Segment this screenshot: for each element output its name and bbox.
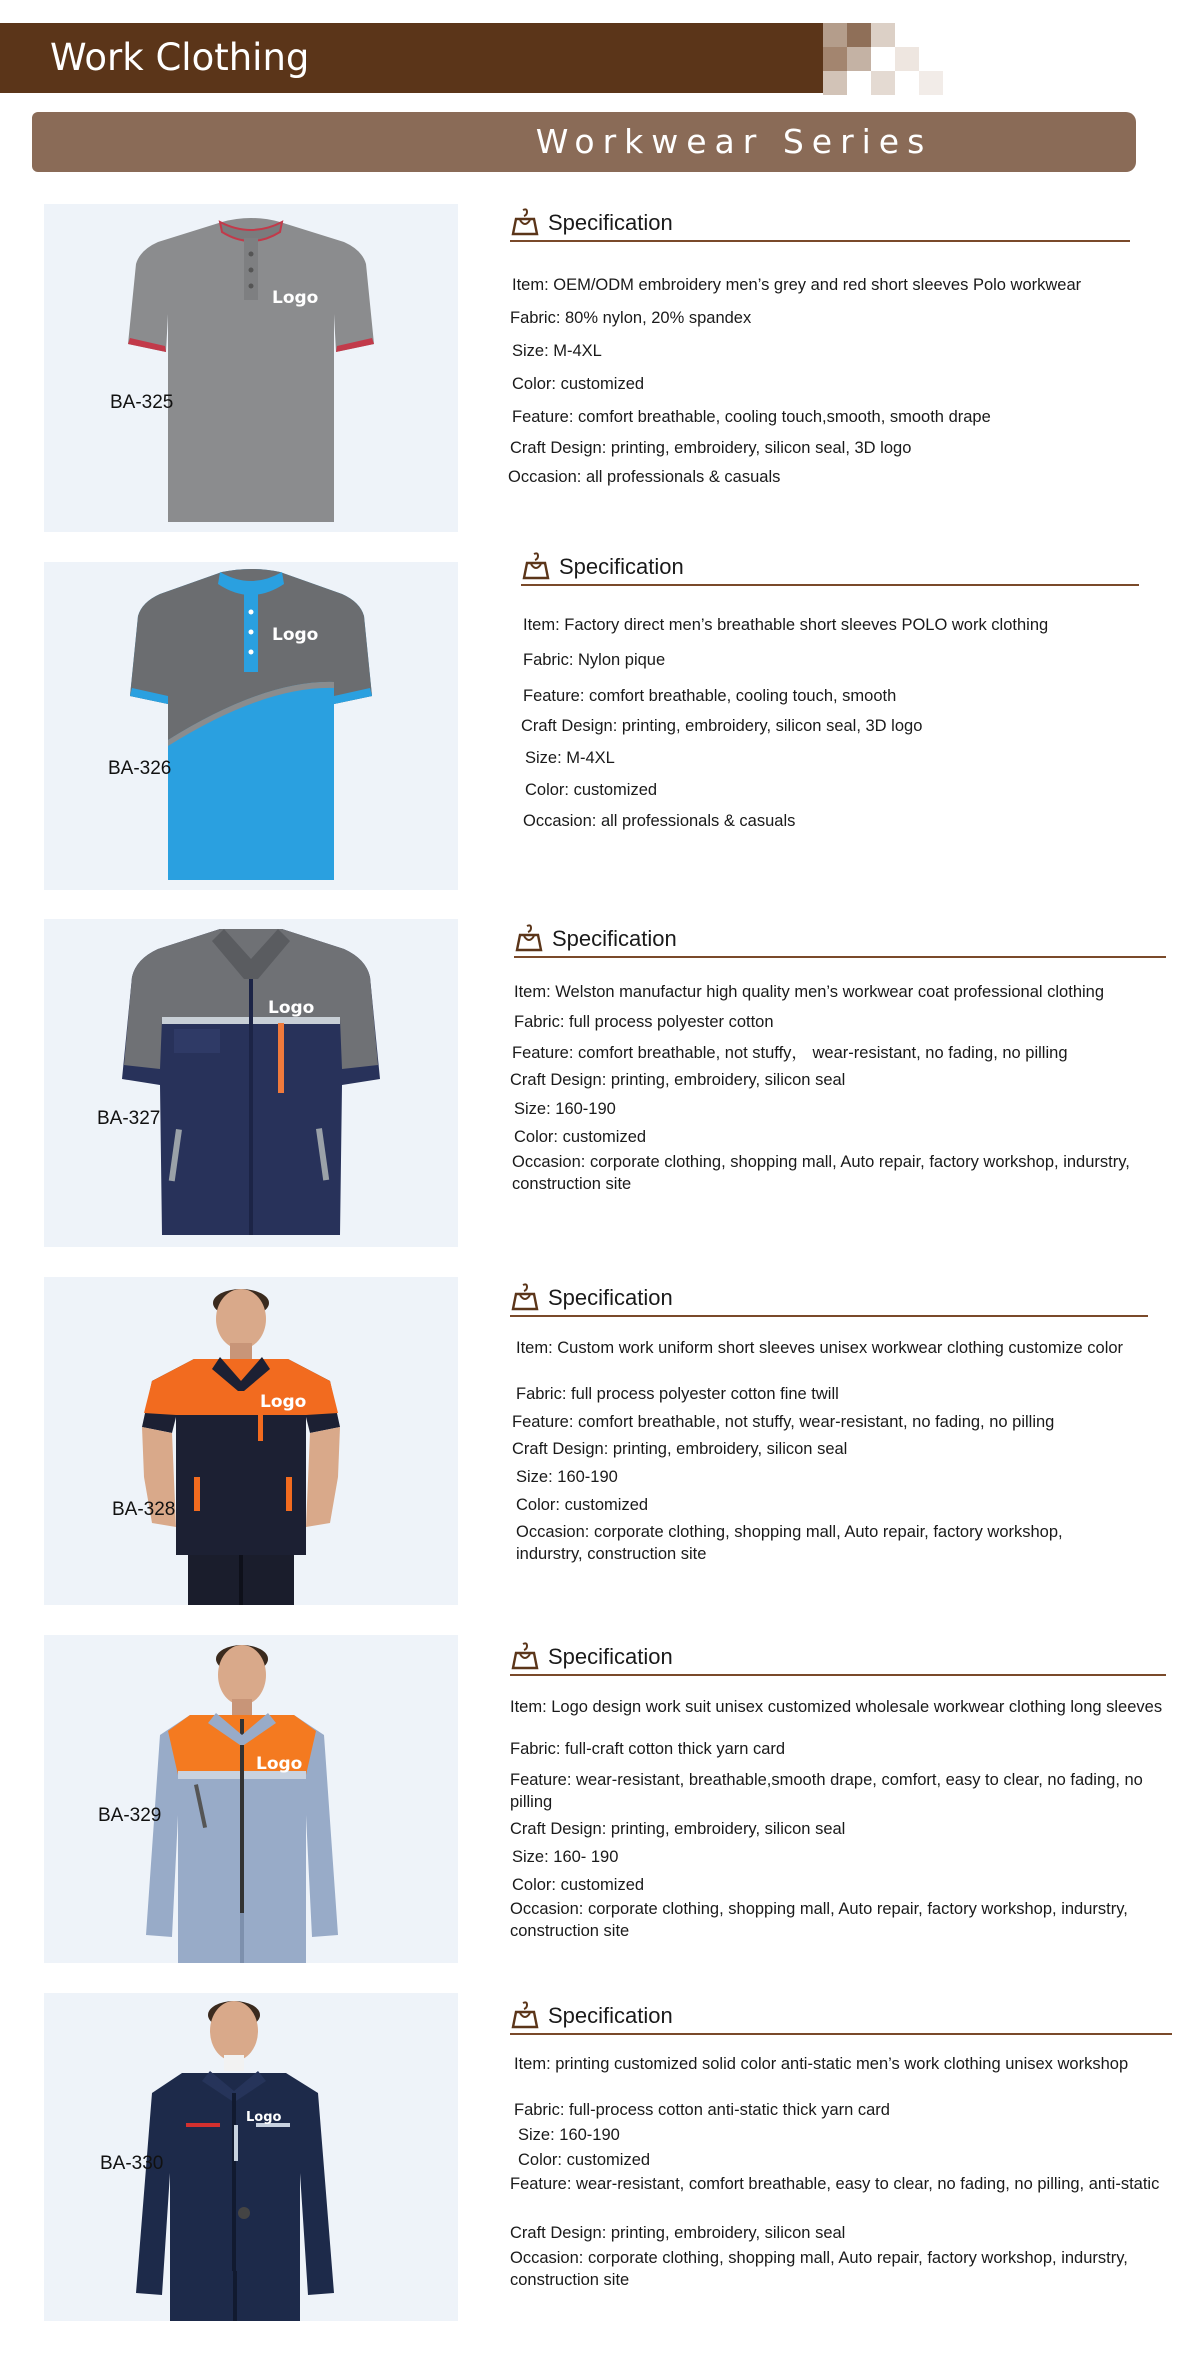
spec-color: Color: customized bbox=[516, 1496, 649, 1514]
series-title: Workwear Series bbox=[535, 122, 933, 161]
grey-polo-shirt-illustration bbox=[44, 204, 458, 532]
spec-item: Item: Custom work uniform short sleeves unisex workwear clothing customize color bbox=[516, 1339, 1124, 1357]
product-code: BA-325 bbox=[110, 392, 174, 413]
spec-item: Item: Welston manufactur high quality men’s workwear coat professional clothing bbox=[514, 983, 1105, 1001]
spec-title: Specification bbox=[548, 210, 673, 235]
product-code: BA-328 bbox=[112, 1499, 176, 1520]
spec-title: Specification bbox=[548, 1644, 673, 1669]
spec-craft: Craft Design: printing, embroidery, silicon seal, 3D logo bbox=[521, 717, 923, 735]
spec-craft: Craft Design: printing, embroidery, silicon seal, 3D logo bbox=[510, 439, 912, 457]
spec-size: Size: 160-190 bbox=[516, 1468, 618, 1486]
spec-block-ba-327 bbox=[510, 918, 1170, 1218]
spec-title: Specification bbox=[559, 554, 684, 579]
spec-fabric: Fabric: full process polyester cotton bbox=[514, 1013, 774, 1031]
spec-divider bbox=[510, 240, 1130, 242]
spec-header bbox=[510, 1277, 1166, 1313]
hanger-bag-icon bbox=[510, 1283, 540, 1311]
spec-item: Item: OEM/ODM embroidery men’s grey and red short sleeves Polo workwear bbox=[512, 276, 1082, 294]
spec-block-ba-325 bbox=[510, 202, 1130, 502]
product-image-ba-329 bbox=[44, 1635, 458, 1963]
spec-divider bbox=[510, 1315, 1148, 1317]
spec-divider bbox=[510, 2033, 1172, 2035]
spec-feature: Feature: wear-resistant, breathable,smooth drape, comfort, easy to clear, no fading, no pilling bbox=[510, 1771, 1143, 1811]
spec-color: Color: customized bbox=[525, 781, 658, 799]
blue-grey-polo-shirt-illustration bbox=[44, 562, 458, 890]
spec-block-ba-326 bbox=[521, 546, 1141, 846]
logo-mark: Logo bbox=[272, 288, 319, 308]
spec-feature: Feature: comfort breathable, not stuffy， wear-resistant, no fading, no pilling bbox=[512, 1044, 1068, 1062]
spec-craft: Craft Design: printing, embroidery, silicon seal bbox=[510, 2224, 846, 2242]
spec-feature: Feature: comfort breathable, cooling touch, smooth bbox=[523, 687, 897, 705]
spec-feature: Feature: comfort breathable, not stuffy, wear-resistant, no fading, no pilling bbox=[512, 1413, 1055, 1431]
spec-title: Specification bbox=[552, 926, 677, 951]
spec-header bbox=[510, 202, 1130, 238]
spec-block-ba-330 bbox=[510, 1995, 1176, 2305]
spec-color: Color: customized bbox=[512, 375, 645, 393]
spec-size: Size: M-4XL bbox=[525, 749, 615, 767]
spec-fabric: Fabric: 80% nylon, 20% spandex bbox=[510, 309, 752, 327]
spec-craft: Craft Design: printing, embroidery, silicon seal bbox=[512, 1440, 848, 1458]
spec-occasion: Occasion: corporate clothing, shopping mall, Auto repair, factory workshop, indurstry, construction site bbox=[510, 1900, 1128, 1940]
spec-feature: Feature: wear-resistant, comfort breathable, easy to clear, no fading, no pilling, anti-static bbox=[510, 2175, 1160, 2193]
spec-occasion: Occasion: all professionals & casuals bbox=[523, 812, 796, 830]
spec-fabric: Fabric: Nylon pique bbox=[523, 651, 666, 669]
product-image-ba-327 bbox=[44, 919, 458, 1247]
spec-size: Size: 160- 190 bbox=[512, 1848, 619, 1866]
logo-mark: Logo bbox=[246, 2110, 282, 2125]
spec-craft: Craft Design: printing, embroidery, silicon seal bbox=[510, 1820, 846, 1838]
spec-color: Color: customized bbox=[512, 1876, 645, 1894]
logo-mark: Logo bbox=[260, 1392, 307, 1412]
model-orange-navy-work-shirt-illustration bbox=[44, 1277, 458, 1605]
spec-header bbox=[510, 1995, 1176, 2031]
spec-size: Size: 160-190 bbox=[518, 2126, 620, 2144]
logo-mark: Logo bbox=[268, 998, 315, 1018]
product-image-ba-325 bbox=[44, 204, 458, 532]
spec-occasion: Occasion: corporate clothing, shopping mall, Auto repair, factory workshop, indurstry, construction site bbox=[512, 1153, 1130, 1193]
spec-title: Specification bbox=[548, 2003, 673, 2028]
product-image-ba-328 bbox=[44, 1277, 458, 1605]
spec-color: Color: customized bbox=[518, 2151, 651, 2169]
spec-size: Size: 160-190 bbox=[514, 1100, 616, 1118]
product-code: BA-326 bbox=[108, 758, 172, 779]
spec-header bbox=[521, 546, 1141, 582]
spec-header bbox=[510, 1636, 1174, 1672]
spec-block-ba-329 bbox=[510, 1636, 1174, 1946]
product-code: BA-329 bbox=[98, 1805, 162, 1826]
hanger-bag-icon bbox=[510, 2001, 540, 2029]
spec-divider bbox=[521, 584, 1139, 586]
hanger-bag-icon bbox=[514, 924, 544, 952]
hanger-bag-icon bbox=[510, 1642, 540, 1670]
spec-header bbox=[514, 918, 1170, 954]
spec-divider bbox=[514, 956, 1166, 958]
logo-mark: Logo bbox=[256, 1754, 303, 1774]
spec-craft: Craft Design: printing, embroidery, silicon seal bbox=[510, 1071, 846, 1089]
series-banner bbox=[32, 112, 1136, 172]
spec-block-ba-328 bbox=[510, 1277, 1166, 1577]
spec-occasion: Occasion: corporate clothing, shopping mall, Auto repair, factory workshop, indurstry, construction site bbox=[516, 1523, 1063, 1563]
hanger-bag-icon bbox=[521, 552, 551, 580]
page-title: Work Clothing bbox=[50, 36, 310, 79]
spec-divider bbox=[510, 1674, 1166, 1676]
model-grey-orange-work-jacket-illustration bbox=[44, 1635, 458, 1963]
spec-fabric: Fabric: full process polyester cotton fine twill bbox=[516, 1385, 839, 1403]
spec-item: Item: Factory direct men’s breathable short sleeves POLO work clothing bbox=[523, 616, 1049, 634]
checker-decoration bbox=[823, 23, 945, 95]
spec-feature: Feature: comfort breathable, cooling touch,smooth, smooth drape bbox=[512, 408, 991, 426]
spec-fabric: Fabric: full-process cotton anti-static thick yarn card bbox=[514, 2101, 890, 2119]
product-image-ba-330 bbox=[44, 1993, 458, 2321]
spec-item: Item: printing customized solid color anti-static men’s work clothing unisex workshop bbox=[514, 2055, 1129, 2073]
spec-title: Specification bbox=[548, 1285, 673, 1310]
spec-color: Color: customized bbox=[514, 1128, 647, 1146]
product-code: BA-327 bbox=[97, 1108, 161, 1129]
spec-size: Size: M-4XL bbox=[512, 342, 602, 360]
navy-grey-work-shirt-illustration bbox=[44, 919, 458, 1247]
spec-occasion: Occasion: all professionals & casuals bbox=[508, 468, 781, 486]
spec-item: Item: Logo design work suit unisex customized wholesale workwear clothing long sleeves bbox=[510, 1698, 1163, 1716]
product-image-ba-326 bbox=[44, 562, 458, 890]
hanger-bag-icon bbox=[510, 208, 540, 236]
product-code: BA-330 bbox=[100, 2153, 164, 2174]
spec-fabric: Fabric: full-craft cotton thick yarn card bbox=[510, 1740, 786, 1758]
spec-occasion: Occasion: corporate clothing, shopping mall, Auto repair, factory workshop, indurstry, construction site bbox=[510, 2249, 1128, 2289]
logo-mark: Logo bbox=[272, 625, 319, 645]
